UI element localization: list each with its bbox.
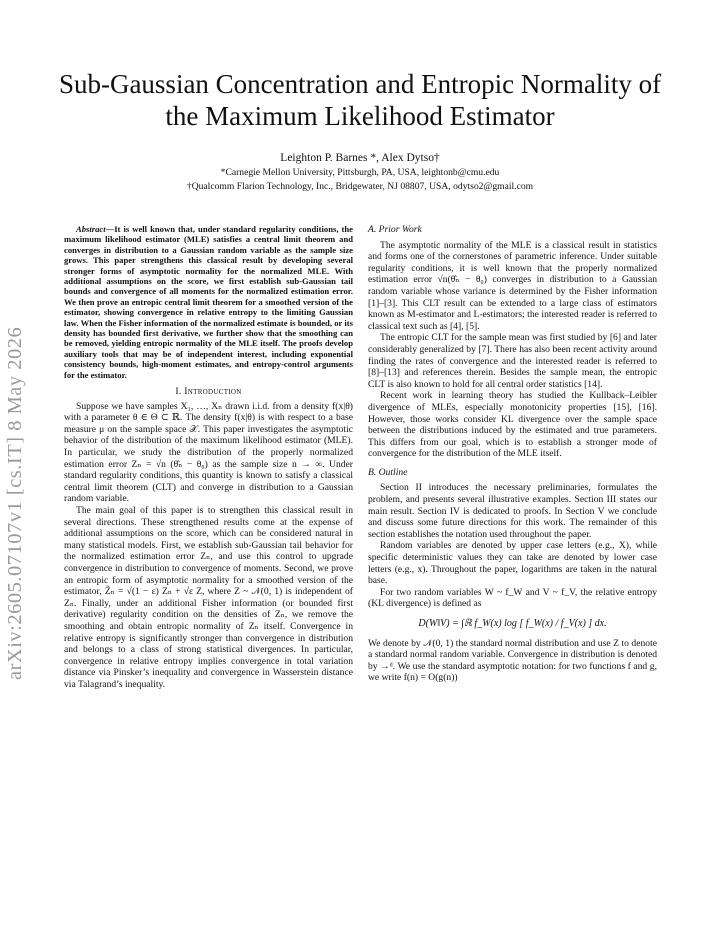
prior-work-paragraph: The entropic CLT for the sample mean was first studied by [6] and later considerably generalized by [7]. There has also been recent activity around finding the rates of convergence and the interested reader is referred to [8]–[13] and references therein. Besides the sample mean, the entropic CLT is also known to hold for all central order statistics [14]. — [368, 332, 657, 390]
affiliation-1: *Carnegie Mellon University, Pittsburgh, PA, USA, leightonb@cmu.edu — [220, 167, 500, 178]
section-heading-introduction: I. Introduction — [175, 386, 242, 398]
left-column — [64, 224, 353, 691]
notation-paragraph: We denote by 𝒩(0, 1) the standard normal distribution and use Z to denote a standard normal random variable. Convergence in distribution is denoted by →ᵈ. We use the standard asymptotic notation: for two functions f and g, we write f(n) = O(g(n)) — [368, 637, 657, 684]
prior-work-paragraph: Recent work in learning theory has studied the Kullback–Leibler divergence of MLEs, especially monotonicity properties [15], [16]. However, those works consider KL divergence over the sample space between the distributions induced by the estimated and true parameters. This differs from our goal, which is to establish a stronger mode of convergence for the distribution of the MLE itself. — [368, 390, 657, 460]
right-column — [368, 224, 657, 684]
outline-paragraph: Random variables are denoted by upper case letters (e.g., X), while specific deterministic values they can take are denoted by lower case letters (e.g., x). Throughout the paper, logarithms are taken in the natural base. — [368, 540, 657, 587]
outline-paragraph: For two random variables W ~ f_W and V ~ f_V, the relative entropy (KL divergence) is defined as — [368, 586, 657, 610]
intro-paragraph: The main goal of this paper is to strengthen this classical result in several directions. These strengthened results come at the expense of additional assumptions on the score, which can be considered natural in many statistical models. First, we establish sub-Gaussian tail behavior for the normalized estimation error Zₙ, and use this control to upgrade convergence in distribution to convergence of moments. Second, we prove an entropic form of asymptotic normality for a smoothed version of the estimator, Z̃ₙ = √(1 − ε) Zₙ + √ε Z, where Z ~ 𝒩(0, 1) is independent of Zₙ. Finally, under an additional Fisher information (or bounded first derivative) regularity condition on the densities of Zₙ, we remove the smoothing and obtain entropic normality of Zₙ itself. Convergence in relative entropy is significantly stronger than convergence in distribution and belongs to a class of strong statistical divergences. In particular, convergence in relative entropy implies convergence in total variation distance via Pinsker’s inequality and convergence in Wasserstein distance via Talagrand’s inequality. — [64, 505, 353, 690]
kl-divergence-equation: D(W‖V) = ∫ℝ f_W(x) log [ f_W(x) / f_V(x) ] dx. — [418, 618, 607, 629]
intro-paragraph: Suppose we have samples X₁, …, Xₙ drawn i.i.d. from a density f(x|θ) with a parameter θ ∈ Θ ⊂ ℝ. The density f(x|θ) is with respect to a base measure μ on the sample space 𝒳. This paper investigates the asymptotic behavior of the distribution of the maximum likelihood estimator (MLE). In particular, we study the distribution of the properly normalized estimation error Zₙ = √n (θ̂ₙ − θ₀) as the sample size n → ∞. Under standard regularity conditions, this quantity is known to satisfy a classical central limit theorem (CLT) and converge in distribution to a Gaussian random variable. — [64, 400, 353, 505]
abstract — [64, 224, 353, 380]
prior-work-paragraph: The asymptotic normality of the MLE is a classical result in statistics and forms one of the cornerstones of parametric inference. Under suitable regularity conditions, it is well known that the properly normalized estimation error √n(θ̂ₙ − θ₀) converges in distribution to a Gaussian random variable whose variance is determined by the Fisher information [1]–[3]. This CLT result can be extended to a large class of estimators known as M-estimator and L-estimators; the interested reader is referred to classical text such as [4], [5]. — [368, 239, 657, 332]
subsection-heading-outline: B. Outline — [368, 466, 408, 478]
author-list: Leighton P. Barnes *, Alex Dytso† — [280, 152, 440, 164]
abstract-lead: Abstract — [76, 224, 106, 234]
subsection-heading-prior-work: A. Prior Work — [368, 224, 422, 235]
arxiv-stamp: arXiv:2605.07107v1 [cs.IT] 8 May 2026 — [4, 326, 26, 680]
abstract-body: —It is well known that, under standard regularity conditions, the maximum likelihood estimator (MLE) satisfies a central limit theorem and converges in distribution to a Gaussian random variable as the sample size grows. This paper strengthens this classical result by developing several stronger forms of asymptotic normality for the normalized MLE. With additional assumptions on the score, we first establish sub-Gaussian tail bounds and convergence of all moments for the normalized estimation error. We then prove an entropic central limit theorem for a smoothed version of the estimator, showing convergence in relative entropy to the limiting Gaussian law. When the Fisher information of the normalized estimate is bounded, or its density has bounded first derivative, we further show that the smoothing can be removed, yielding entropic normality of the MLE itself. The proofs develop auxiliary tools that may be of independent interest, including exponential consistency bounds, high-moment estimates, and entropy-control arguments for the estimator. — [64, 224, 353, 380]
outline-paragraph: Section II introduces the necessary preliminaries, formulates the problem, and presents several illustrative examples. Section III states our main result. Section IV is dedicated to proofs. In Section V we conclude and discuss some future directions for this work. The remainder of this section establishes the notation used throughout the paper. — [368, 482, 657, 540]
affiliation-2: †Qualcomm Flarion Technology, Inc., Bridgewater, NJ 08807, USA, odytso2@gmail.com — [186, 181, 534, 192]
paper-title: Sub-Gaussian Concentration and Entropic Normality of the Maximum Likelihood Estimator — [58, 69, 662, 131]
